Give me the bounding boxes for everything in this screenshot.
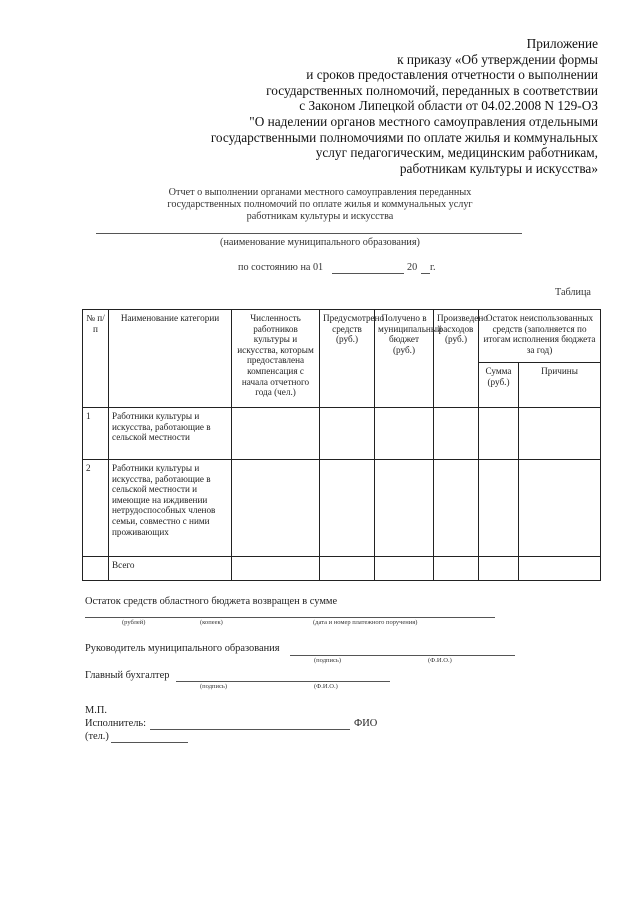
header-line: государственных полномочий, переданных в соответствии <box>266 82 598 98</box>
cell-sum[interactable] <box>479 557 519 581</box>
col-header-sum: Сумма (руб.) <box>479 363 519 408</box>
col-header-spent: Произведено расходов (руб.) <box>434 310 479 408</box>
municipality-caption: (наименование муниципального образования) <box>220 237 420 248</box>
caption-kopecks: (копеек) <box>200 619 223 626</box>
head-label: Руководитель муниципального образования <box>85 643 280 654</box>
cell-received[interactable] <box>375 408 434 460</box>
col-header-planned: Предусмотрено средств (руб.) <box>320 310 375 408</box>
col-header-remainder: Остаток неиспользованных средств (заполняется по итогам исполнения бюджета за год) <box>479 310 601 363</box>
table-label: Таблица <box>555 287 591 298</box>
caption-accountant-fio: (Ф.И.О.) <box>314 683 338 690</box>
row-num <box>83 557 109 581</box>
cell-reasons[interactable] <box>519 408 601 460</box>
municipality-line <box>96 233 522 234</box>
title-line: государственных полномочий по оплате жилья и коммунальных услуг <box>167 199 473 211</box>
cell-planned[interactable] <box>320 557 375 581</box>
caption-payment-order: (дата и номер платежного поручения) <box>313 619 418 626</box>
col-header-num: № п/п <box>83 310 109 408</box>
executor-line[interactable] <box>150 729 350 730</box>
row-num: 2 <box>83 460 109 557</box>
caption-head-signature: (подпись) <box>314 657 341 664</box>
table-row-total <box>83 557 601 581</box>
header-block <box>211 36 598 176</box>
returned-text: Остаток средств областного бюджета возвращен в сумме <box>85 596 338 607</box>
cell-received[interactable] <box>375 557 434 581</box>
report-title <box>0 187 640 224</box>
row-category: Всего <box>109 557 232 581</box>
table-row <box>83 460 601 557</box>
report-table <box>82 309 601 581</box>
caption-head-fio: (Ф.И.О.) <box>428 657 452 664</box>
returned-line <box>85 617 495 618</box>
executor-label: Исполнитель: <box>85 718 147 729</box>
date-year-blank <box>421 273 430 274</box>
table-row <box>83 408 601 460</box>
cell-reasons[interactable] <box>519 557 601 581</box>
cell-count[interactable] <box>232 557 320 581</box>
phone-label: (тел.) <box>85 731 109 742</box>
header-line: "О наделении органов местного самоуправления отдельными <box>249 113 598 129</box>
cell-planned[interactable] <box>320 460 375 557</box>
date-blank-line <box>332 273 404 274</box>
cell-spent[interactable] <box>434 408 479 460</box>
col-header-count: Численность работников культуры и искусства, которым предоставлена компенсация с начала отчетного года (чел.) <box>232 310 320 408</box>
col-header-received: Получено в муниципальный бюджет (руб.) <box>375 310 434 408</box>
date-year-prefix: 20 <box>407 262 418 273</box>
cell-received[interactable] <box>375 460 434 557</box>
header-line: услуг педагогическим, медицинским работникам, <box>315 145 598 161</box>
date-prefix: по состоянию на 01 <box>238 262 324 273</box>
phone-line[interactable] <box>111 742 188 743</box>
row-category: Работники культуры и искусства, работающие в сельской местности <box>109 408 232 460</box>
title-line: работникам культуры и искусства <box>246 211 394 223</box>
row-category: Работники культуры и искусства, работающие в сельской местности и имеющие на иждивении нетрудоспособных членов семьи, совместно с ними проживающих <box>109 460 232 557</box>
header-line: государственными полномочиями по оплате жилья и коммунальных <box>210 129 598 145</box>
header-line: к приказу «Об утверждении формы <box>397 51 598 67</box>
header-line: с Законом Липецкой области от 04.02.2008 N 129-ОЗ <box>299 98 598 114</box>
title-line: Отчет о выполнении органами местного самоуправления переданных <box>168 187 472 198</box>
header-line: и сроков предоставления отчетности о выполнении <box>306 67 598 83</box>
accountant-signature-line[interactable] <box>176 681 390 682</box>
date-year-suffix: г. <box>430 262 436 273</box>
header-line: работникам культуры и искусства» <box>399 160 598 176</box>
stamp-place: М.П. <box>85 705 107 716</box>
cell-sum[interactable] <box>479 460 519 557</box>
accountant-label: Главный бухгалтер <box>85 670 170 681</box>
cell-planned[interactable] <box>320 408 375 460</box>
caption-accountant-signature: (подпись) <box>200 683 227 690</box>
cell-count[interactable] <box>232 408 320 460</box>
row-num: 1 <box>83 408 109 460</box>
cell-spent[interactable] <box>434 460 479 557</box>
cell-spent[interactable] <box>434 557 479 581</box>
col-header-category: Наименование категории <box>109 310 232 408</box>
head-signature-line[interactable] <box>290 655 515 656</box>
executor-fio: ФИО <box>354 718 378 729</box>
cell-count[interactable] <box>232 460 320 557</box>
cell-reasons[interactable] <box>519 460 601 557</box>
caption-rubles: (рублей) <box>122 619 146 626</box>
cell-sum[interactable] <box>479 408 519 460</box>
header-line: Приложение <box>526 36 598 51</box>
col-header-reasons: Причины <box>519 363 601 408</box>
